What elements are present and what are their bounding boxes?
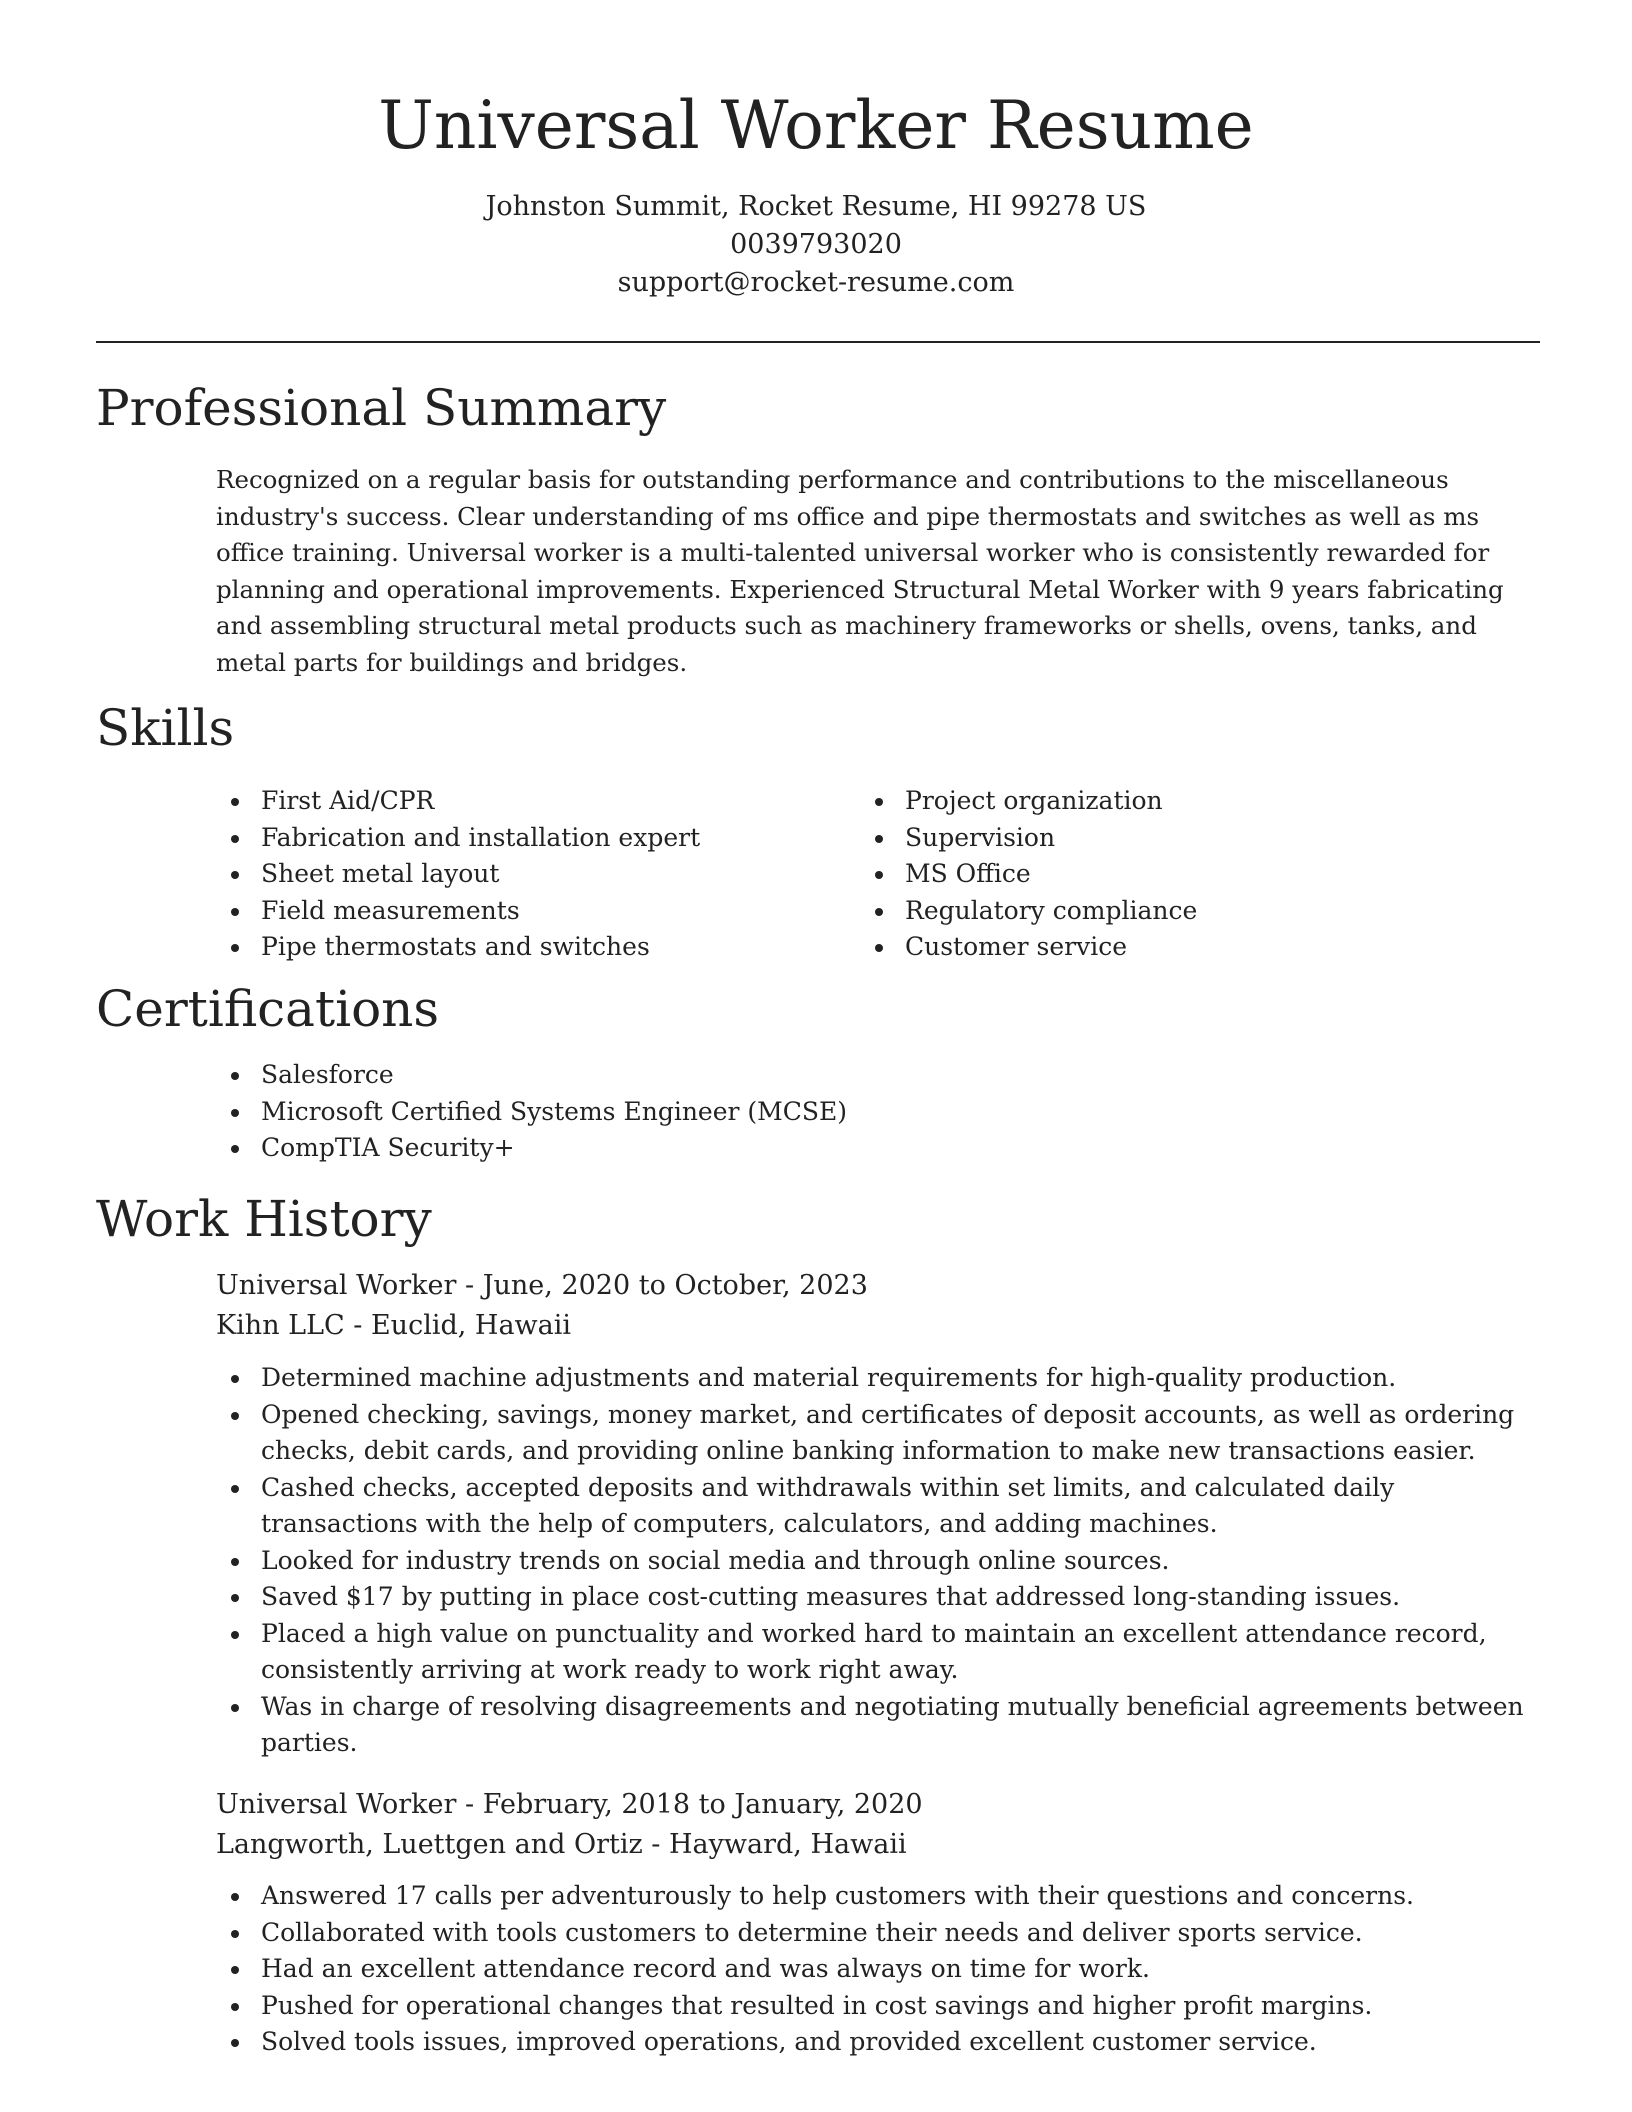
contact-phone: 0039793020 bbox=[730, 229, 902, 260]
job-company-line bbox=[216, 1306, 868, 1346]
job-company: Kihn LLC bbox=[216, 1310, 345, 1341]
job-bullet: Determined machine adjustments and material requirements for high-quality production. bbox=[216, 1360, 1540, 1397]
contact-address: Johnston Summit, Rocket Resume, HI 99278 US bbox=[485, 191, 1147, 222]
job-title: Universal Worker bbox=[216, 1270, 457, 1301]
job-bullet: Answered 17 calls per adventurously to help customers with their questions and concerns. bbox=[216, 1878, 1540, 1915]
job-bullet: Was in charge of resolving disagreements and negotiating mutually beneficial agreements between parties. bbox=[216, 1689, 1540, 1762]
skills-column-right bbox=[860, 783, 1480, 966]
skill-item: Regulatory compliance bbox=[860, 893, 1480, 930]
job-duties bbox=[216, 1360, 1540, 1762]
skill-item: Sheet metal layout bbox=[216, 856, 836, 893]
job-title-line bbox=[216, 1266, 868, 1306]
job-location: - Hayward, Hawaii bbox=[642, 1829, 907, 1860]
job-dates: - June, 2020 to October, 2023 bbox=[456, 1270, 868, 1301]
contact-info bbox=[0, 188, 1632, 302]
job-title: Universal Worker bbox=[216, 1789, 457, 1820]
job-company: Langworth, Luettgen and Ortiz bbox=[216, 1829, 643, 1860]
skill-item: Field measurements bbox=[216, 893, 836, 930]
skills-column-left bbox=[216, 783, 836, 966]
header-divider bbox=[96, 341, 1540, 343]
job-title-line bbox=[216, 1785, 923, 1825]
job-bullet: Pushed for operational changes that resulted in cost savings and higher profit margins. bbox=[216, 1988, 1540, 2025]
skill-item: Project organization bbox=[860, 783, 1480, 820]
job-location: - Euclid, Hawaii bbox=[344, 1310, 572, 1341]
summary-text: Recognized on a regular basis for outstanding performance and contributions to the miscellaneous industry's success. Clear understanding of ms office and pipe thermostats and switches as well as ms office training. Universal worker is a multi-talented universal worker who is consistently rewarded for planning and operational improvements. Experienced Structural Metal Worker with 9 years fabricating and assembling structural metal products such as machinery frameworks or shells, ovens, tanks, and metal parts for buildings and bridges. bbox=[216, 465, 1504, 677]
job-bullets bbox=[216, 1878, 1540, 2061]
job-bullet: Collaborated with tools customers to determine their needs and deliver sports service. bbox=[216, 1915, 1540, 1952]
certification-item: Salesforce bbox=[216, 1057, 1540, 1094]
job-duties bbox=[216, 1878, 1540, 2061]
skills-heading: Skills bbox=[96, 699, 235, 757]
certifications-list bbox=[216, 1057, 1540, 1167]
job-header bbox=[216, 1266, 868, 1346]
certification-item: Microsoft Certified Systems Engineer (MCSE) bbox=[216, 1094, 1540, 1131]
skill-item: Supervision bbox=[860, 820, 1480, 857]
skill-item: Customer service bbox=[860, 929, 1480, 966]
job-dates: - February, 2018 to January, 2020 bbox=[456, 1789, 923, 1820]
job-bullet: Solved tools issues, improved operations, and provided excellent customer service. bbox=[216, 2024, 1540, 2061]
skills-list-left bbox=[216, 783, 836, 966]
certification-item: CompTIA Security+ bbox=[216, 1130, 1540, 1167]
contact-email: support@rocket-resume.com bbox=[617, 267, 1015, 298]
job-bullet: Cashed checks, accepted deposits and withdrawals within set limits, and calculated daily transactions with the help of computers, calculators, and adding machines. bbox=[216, 1470, 1540, 1543]
job-bullet: Opened checking, savings, money market, and certificates of deposit accounts, as well as ordering checks, debit cards, and providing online banking information to make new transactions easier. bbox=[216, 1397, 1540, 1470]
skill-item: First Aid/CPR bbox=[216, 783, 836, 820]
job-bullet: Saved $17 by putting in place cost-cutting measures that addressed long-standing issues. bbox=[216, 1579, 1540, 1616]
skill-item: MS Office bbox=[860, 856, 1480, 893]
summary-heading: Professional Summary bbox=[96, 379, 667, 437]
job-bullets bbox=[216, 1360, 1540, 1762]
resume-title: Universal Worker Resume bbox=[378, 87, 1254, 164]
certifications-heading: Certifications bbox=[96, 980, 440, 1038]
work-history-heading: Work History bbox=[96, 1190, 432, 1248]
job-header bbox=[216, 1785, 923, 1865]
skill-item: Fabrication and installation expert bbox=[216, 820, 836, 857]
skill-item: Pipe thermostats and switches bbox=[216, 929, 836, 966]
skills-list-right bbox=[860, 783, 1480, 966]
job-bullet: Placed a high value on punctuality and worked hard to maintain an excellent attendance record, consistently arriving at work ready to work right away. bbox=[216, 1616, 1540, 1689]
job-bullet: Looked for industry trends on social media and through online sources. bbox=[216, 1543, 1540, 1580]
certifications-section bbox=[216, 1057, 1540, 1167]
resume-header bbox=[0, 0, 1632, 302]
job-company-line bbox=[216, 1825, 923, 1865]
job-bullet: Had an excellent attendance record and was always on time for work. bbox=[216, 1951, 1540, 1988]
